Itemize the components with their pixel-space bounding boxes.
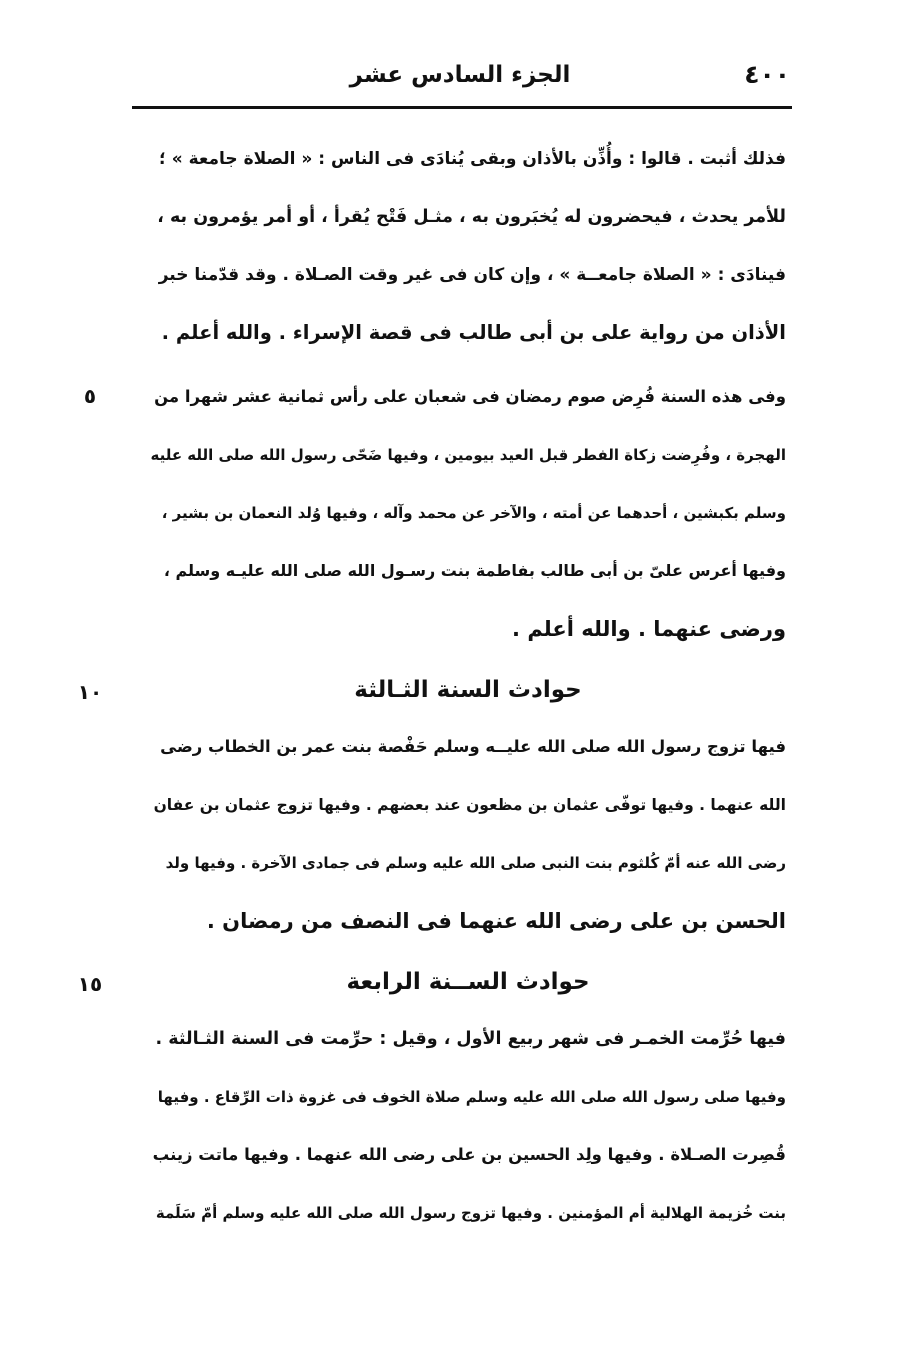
text-line: الهجرة ، وفُرِضت زكاة الفطر قبل العيد بيومين ، وفيها ضَحّى رسول الله صلى الله عليه bbox=[150, 446, 786, 464]
section-heading-year-three: حوادث السنة الثـالثة bbox=[354, 677, 582, 703]
section-heading-year-four: حوادث الســنة الرابعة bbox=[346, 969, 590, 995]
text-line: للأمر يحدث ، فيحضرون له يُخبَرون به ، مثـل فَتْح يُقرأ ، أو أمر يؤمرون به ، bbox=[157, 207, 786, 227]
text-line: بنت خُزيمة الهلالية أم المؤمنين . وفيها تزوج رسول الله صلى الله عليه وسلم أمّ سَلَمة bbox=[155, 1204, 786, 1222]
margin-line-number: ١٠ bbox=[77, 680, 103, 704]
page-header bbox=[130, 58, 790, 100]
running-head: الجزء السادس عشر bbox=[349, 62, 571, 88]
paragraph-year-four bbox=[150, 1010, 786, 1242]
text-line: وفى هذه السنة فُرِض صوم رمضان فى شعبان على رأس ثمانية عشر شهرا من bbox=[154, 387, 786, 406]
text-line: الأذان من رواية على بن أبى طالب فى قصة الإسراء . والله أعلم . bbox=[161, 321, 786, 344]
text-line: ورضى عنهما . والله أعلم . bbox=[512, 617, 786, 641]
paragraph-adhan bbox=[150, 130, 786, 362]
margin-line-number: ١٥ bbox=[77, 972, 103, 996]
text-line: فذلك أثبت . قالوا : وأُذِّن بالأذان وبقى يُنادَى فى الناس : « الصلاة جامعة » ؛ bbox=[158, 149, 786, 169]
header-rule bbox=[132, 106, 792, 109]
paragraph-ramadan bbox=[150, 368, 786, 658]
page-number: ٤٠٠ bbox=[744, 60, 790, 89]
text-line: رضى الله عنه أمّ كُلثوم بنت النبى صلى الله عليه وسلم فى جمادى الآخرة . وفيها ولد bbox=[165, 854, 786, 872]
text-line: فينادَى : « الصلاة جامعــة » ، وإن كان فى غير وقت الصـلاة . وقد قدّمنا خبر bbox=[158, 265, 786, 285]
text-line: قُصِرت الصـلاة . وفيها ولِد الحسين بن على رضى الله عنهما . وفيها ماتت زينب bbox=[152, 1145, 786, 1164]
text-line: وفيها أعرس علىّ بن أبى طالب بفاطمة بنت رسـول الله صلى الله عليـه وسلم ، bbox=[163, 561, 786, 580]
text-line: وسلم بكبشين ، أحدهما عن أمته ، والآخر عن محمد وآله ، وفيها وُلد النعمان بن بشير ، bbox=[161, 504, 786, 522]
margin-line-number: ٥ bbox=[83, 384, 97, 408]
text-line: فيها حُرِّمت الخمـر فى شهر ربيع الأول ، وقيل : حرِّمت فى السنة الثـالثة . bbox=[155, 1029, 786, 1049]
text-line: فيها تزوج رسول الله صلى الله عليــه وسلم حَفْصة بنت عمر بن الخطاب رضى bbox=[160, 737, 786, 756]
text-line: الحسن بن على رضى الله عنهما فى النصف من رمضان . bbox=[206, 909, 786, 933]
text-line: وفيها صلى رسول الله صلى الله عليه وسلم صلاة الخوف فى غزوة ذات الرِّقاع . وفيها bbox=[157, 1088, 786, 1106]
paragraph-year-three bbox=[150, 718, 786, 950]
text-line: الله عنهما . وفيها توفّى عثمان بن مظعون عند بعضهم . وفيها تزوج عثمان بن عفان bbox=[153, 796, 786, 814]
